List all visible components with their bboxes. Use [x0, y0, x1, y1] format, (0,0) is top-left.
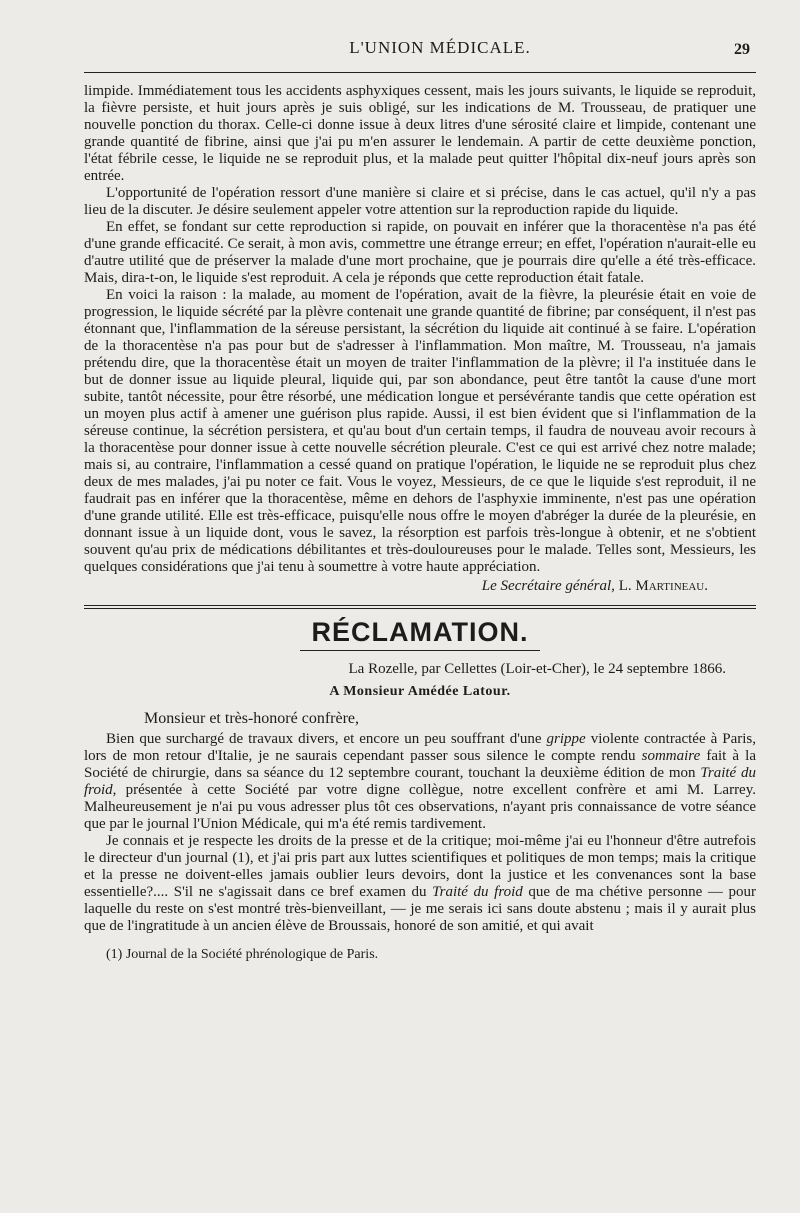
- signature: [84, 578, 756, 595]
- page-number: 29: [734, 41, 750, 58]
- section-divider: [84, 605, 756, 609]
- footnote: (1) Journal de la Société phrénologique de Paris.: [106, 947, 379, 962]
- text-run: Bien que surchargé de travaux divers, et encore un peu souffrant d'une: [106, 731, 547, 747]
- section-title: RÉCLAMATION.: [311, 617, 529, 647]
- dateline: La Rozelle, par Cellettes (Loir-et-Cher), le 24 septembre 1866.: [348, 661, 726, 677]
- salutation: Monsieur et très-honoré confrère,: [144, 710, 360, 727]
- paragraph-4: En voici la raison : la malade, au moment de l'opération, avait de la fièvre, la pleurésie était en voie de progression, le liquide sécrété par la plèvre contenait une grande quantité de fibrine; par conséquent, il n'est pas étonnant que, l'inflammation de la séreuse persistant, la sécrétion du liquide ait continué à se faire. L'opération de la thoracentèse n'a pas pour but de s'adresser à l'inflammation. Mon maître, M. Trousseau, n'a jamais prétendu dire, que la thoracentèse était un moyen de traiter l'inflammation de la plèvre; il l'a instituée dans le but de donner issue au liquide pleural, liquide qui, par son abondance, peut être tantôt la cause d'une mort subite, tantôt nécessite, pour être résorbé, une médication longue et persévérante tandis que cette opération est un moyen plus actif à amener une guérison plus rapide. Aussi, il est bien évident que si l'inflammation de la séreuse continue, la sécrétion persistera, et qu'au bout d'un certain temps, il faudra de nouveau avoir recours à la thoracentèse pour donner issue à cette nouvelle sécrétion pleurale. C'est ce qui est arrivé chez notre malade; mais si, au contraire, l'inflammation a cessé quand on pratique l'opération, le liquide ne se reproduit plus chez deux de mes malades, j'ai pu noter ce fait. Vous le voyez, Messieurs, de ce que le liquide s'est reproduit, il ne faudrait pas en inférer que la thoracentèse, même en dehors de l'asphyxie imminente, n'est pas une opération d'une grande utilité. Elle est très-efficace, puisqu'elle nous offre le moyen d'abréger la durée de la pleurésie, en donnant issue à un liquide dont, vous le savez, la résorption est parfois très-longue à obtenir, et ne s'obtient souvent qu'au prix de médications débilitantes et très-douloureuses pour le malade. Telles sont, Messieurs, les quelques considérations que j'ai tenu à soumettre à votre haute appréciation.: [84, 287, 756, 575]
- text-run: Je connais et je respecte les droits de la presse et de la critique; moi-même j'ai eu l'honneur d'être autrefois le directeur d'un journal (1), et j'ai pris part aux luttes scientifiques et politiques de mon temps; mais la critique et la presse ne doivent-elles jamais oublier leurs devoirs, dont la justice et les convenances sont la base essentielle?.... S'il ne s'agissait dans ce bref examen du: [84, 833, 756, 900]
- book-title: Traité du froid: [432, 884, 523, 900]
- text-run: que de ma chétive personne — pour laquelle du reste on s'est montré très-bienveillant, — je me serais ici sans doute abstenu ; mais il y aurait plus que de l'ingratitude à un ancien élève de Broussais, honoré de son amitié, et qui avait: [84, 884, 757, 934]
- journal-title: L'UNION MÉDICALE.: [349, 38, 531, 57]
- paragraph-2: L'opportunité de l'opération ressort d'une manière si claire et si précise, dans le cas actuel, qu'il n'y a pas lieu de la discuter. Je désire seulement appeler votre attention sur la reproduction rapide du liquide.: [84, 185, 756, 218]
- running-head: [84, 38, 756, 68]
- text-run: fait à la Société de chirurgie, dans sa séance du 12 septembre courant, touchant la deuxième édition de mon: [84, 748, 756, 781]
- text-run: violente contractée à Paris, lors de mon retour d'Italie, je ne saurais cependant passer sous silence le compte rendu: [84, 731, 756, 764]
- paragraph-1: limpide. Immédiatement tous les accidents asphyxiques cessent, mais les jours suivants, le liquide se reproduit, la fièvre persiste, et huit jours après je suis obligé, sur les indications de M. Trousseau, de pratiquer une nouvelle ponction du thorax. Celle-ci donne issue à deux litres d'une sérosité claire et limpide, contenant une grande quantité de fibrine, ainsi que j'ai pu m'en assurer le lendemain. A partir de cette deuxième ponction, l'état fébrile cesse, le liquide ne se reproduit plus, et la malade peut quitter l'hôpital dix-neuf jours après son entrée.: [84, 83, 756, 184]
- paragraph-3: En effet, se fondant sur cette reproduction si rapide, on pouvait en inférer que la thoracentèse n'a pas été d'une grande efficacité. Ce serait, à mon avis, commettre une étrange erreur; en effet, l'opération n'aurait-elle eu d'autre utilité que de préserver la malade d'une mort prochaine, que je pourrais dire qu'elle a été très-efficace. Mais, dira-t-on, le liquide s'est reproduit. A cela je réponds que cette reproduction était fatale.: [84, 219, 756, 286]
- addressee: A Monsieur Amédée Latour.: [329, 684, 511, 699]
- text-run: , présentée à cette Société par votre digne collègue, notre excellent confrère et ami M. Larrey. Malheureusement je n'ai pu vous adresser plus tôt ces observations, n'ayant pris connaissance de votre séance que par le journal l'Union Médicale, qui m'a été remis tardivement.: [84, 782, 756, 832]
- title-underline: [300, 650, 540, 651]
- header-rule: [84, 72, 756, 73]
- book-title: Traité du froid: [84, 765, 756, 798]
- italic-text: grippe: [546, 731, 586, 747]
- signature-role: Le Secrétaire général,: [481, 578, 615, 594]
- italic-text: sommaire: [641, 748, 701, 764]
- letter-paragraph-1: [84, 731, 756, 833]
- signature-name: L. Martineau.: [618, 578, 708, 594]
- letter-paragraph-2: [84, 833, 756, 935]
